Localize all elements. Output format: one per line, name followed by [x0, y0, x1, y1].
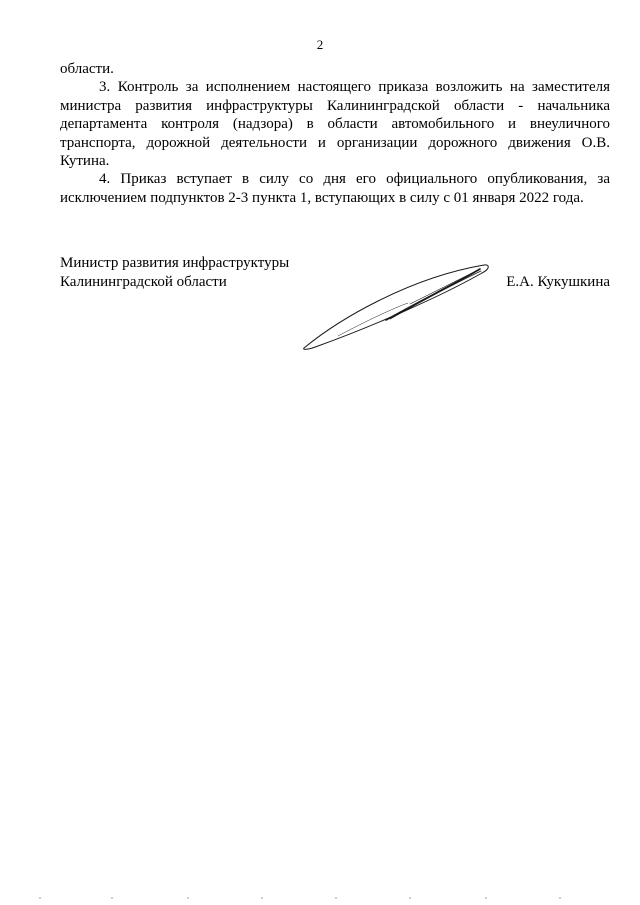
page-number: 2: [316, 37, 324, 52]
signatory-region: Калининградской области: [60, 273, 227, 290]
paragraph-continuation: области.: [60, 61, 114, 77]
handwritten-signature-icon: [298, 258, 493, 353]
paragraph-item-3: 3. Контроль за исполнением настоящего приказа возложить на заместителя министра развития инфраструктуры Калининградской области - начальника департамента контроля (надзора) в области автомобильного и внеуличного транспорта, дорожной деятельности и организации дорожного движения О.В. Кутина.: [60, 79, 610, 170]
paragraph-item-4: 4. Приказ вступает в силу со дня его официального опубликования, за исключением подпунктов 2-3 пункта 1, вступающих в силу с 01 января 2022 года.: [60, 171, 610, 206]
document-body: [60, 60, 610, 207]
scan-edge-dots: [0, 895, 640, 901]
signatory-name: Е.А. Кукушкина: [506, 273, 610, 290]
signatory-position: Министр развития инфраструктуры: [60, 255, 290, 271]
